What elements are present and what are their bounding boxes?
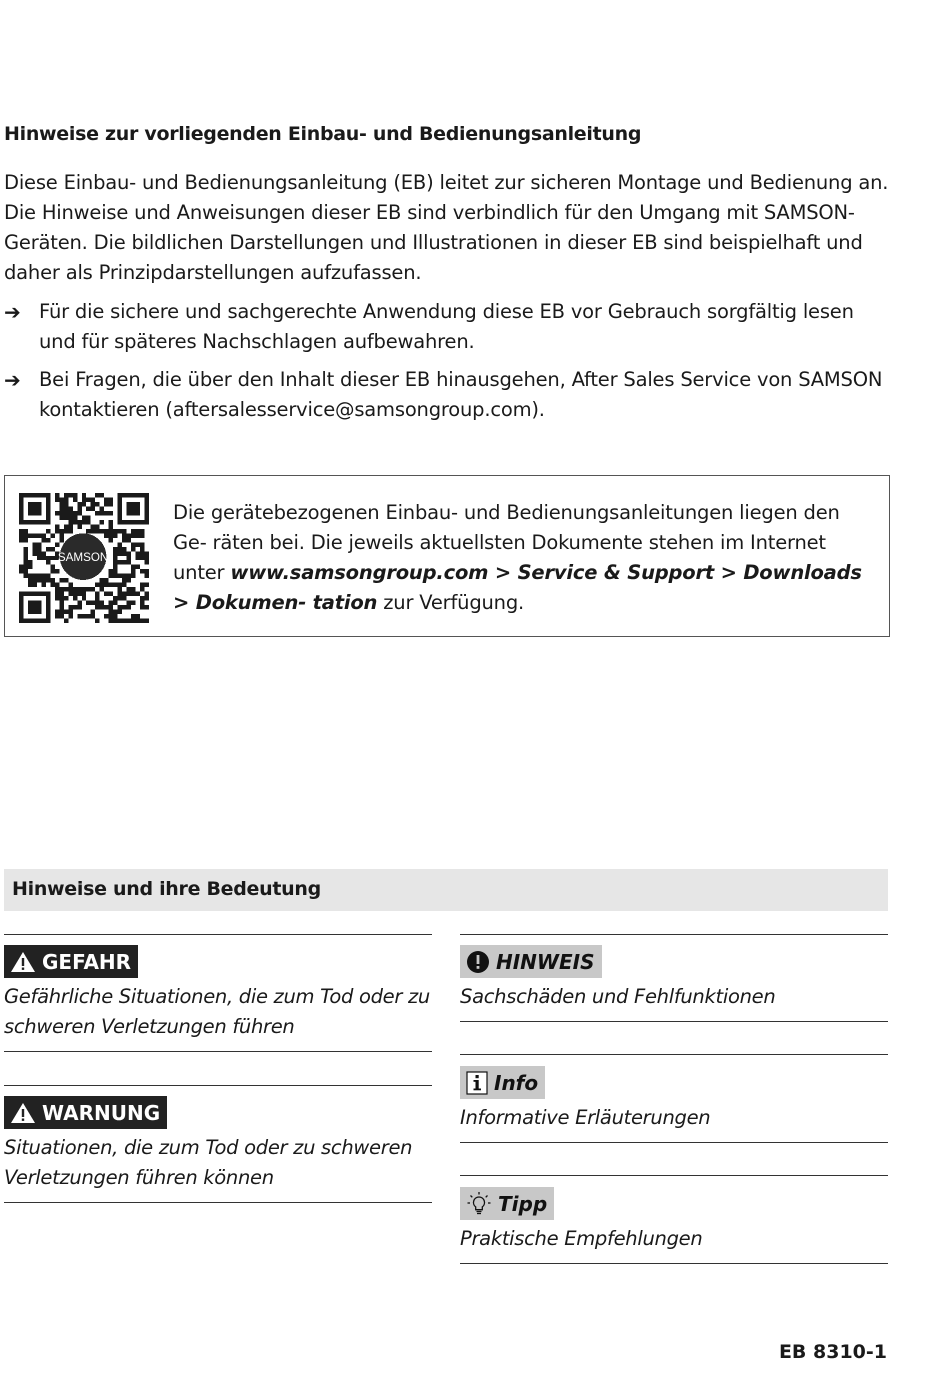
- warning-triangle-icon: [10, 951, 36, 973]
- bullet-text: Bei Fragen, die über den Inhalt dieser EB hinausgehen, After Sales Service von SAMSON kontaktieren (aftersalesservice@samsongroup.com).: [39, 368, 883, 421]
- tipp-description: Praktische Empfehlungen: [460, 1227, 703, 1250]
- arrow-right-icon: ➔: [4, 300, 21, 324]
- download-link[interactable]: www.samsongroup.com > Service & Support > Downloads > Dokumen- tation: [173, 561, 862, 614]
- divider: [460, 1054, 888, 1055]
- gefahr-badge: [4, 945, 138, 978]
- gefahr-description: [4, 982, 432, 1042]
- qr-text-after: zur Verfügung.: [377, 591, 524, 614]
- qr-info-box: [4, 475, 890, 637]
- hinweis-description: Sachschäden und Fehlfunktionen: [460, 985, 776, 1008]
- qr-box-text: [173, 498, 879, 618]
- divider: [4, 934, 432, 935]
- warnung-label: WARNUNG: [42, 1100, 161, 1125]
- lightbulb-icon: [466, 1191, 492, 1217]
- hinweis-badge: [460, 945, 602, 978]
- divider: [4, 1051, 432, 1052]
- divider: [460, 1175, 888, 1176]
- tipp-label: Tipp: [498, 1191, 548, 1216]
- warnung-desc-line: Situationen, die zum Tod oder zu schweren: [4, 1136, 413, 1159]
- bullet-text: Für die sichere und sachgerechte Anwendung diese EB vor Gebrauch sorgfältig lesen und für späteres Nachschlagen aufbewahren.: [39, 300, 854, 353]
- info-label: Info: [494, 1070, 539, 1095]
- intro-paragraph: Diese Einbau- und Bedienungsanleitung (EB) leitet zur sicheren Montage und Bedienung an. Die Hinweise und Anweisungen dieser EB sind verbindlich für den Umgang mit SAMSON-Geräten. Die bildlichen Darstellungen und Illustrationen in dieser EB sind beispielhaft und daher als Prinzipdarstellungen aufzufassen.: [4, 171, 889, 284]
- divider: [460, 1021, 888, 1022]
- arrow-right-icon: ➔: [4, 368, 21, 392]
- hinweis-label: HINWEIS: [496, 949, 595, 974]
- info-icon: [466, 1071, 488, 1095]
- bullet-item: [4, 297, 894, 357]
- doc-number: EB 8310-1: [778, 1341, 887, 1363]
- info-badge: [460, 1066, 545, 1099]
- divider: [460, 1142, 888, 1143]
- gefahr-desc-line: schweren Verletzungen führen: [4, 1015, 295, 1038]
- warnung-description: [4, 1133, 432, 1193]
- warnung-badge: [4, 1096, 167, 1129]
- warning-triangle-icon: [10, 1102, 36, 1124]
- divider: [460, 1263, 888, 1264]
- qr-text-before: Die gerätebezogenen Einbau- und Bedienungsanleitungen liegen den Ge- räten bei. Die jeweils aktuellsten Dokumente stehen im Internet unter: [173, 501, 840, 584]
- qr-code-icon[interactable]: [19, 493, 149, 623]
- gefahr-desc-line: Gefährliche Situationen, die zum Tod oder zu: [4, 985, 430, 1008]
- notes-heading-band: [4, 869, 888, 911]
- divider: [4, 1085, 432, 1086]
- bullet-item: [4, 365, 894, 425]
- qr-logo-text: SAMSON: [57, 551, 109, 565]
- intro-heading: Hinweise zur vorliegenden Einbau- und Bedienungsanleitung: [4, 123, 642, 145]
- gefahr-label: GEFAHR: [42, 949, 132, 974]
- divider: [4, 1202, 432, 1203]
- exclamation-circle-icon: [466, 950, 490, 974]
- warnung-desc-line: Verletzungen führen können: [4, 1166, 274, 1189]
- info-description: Informative Erläuterungen: [460, 1106, 711, 1129]
- divider: [460, 934, 888, 935]
- tipp-badge: [460, 1187, 554, 1220]
- notes-heading: Hinweise und ihre Bedeutung: [12, 878, 321, 900]
